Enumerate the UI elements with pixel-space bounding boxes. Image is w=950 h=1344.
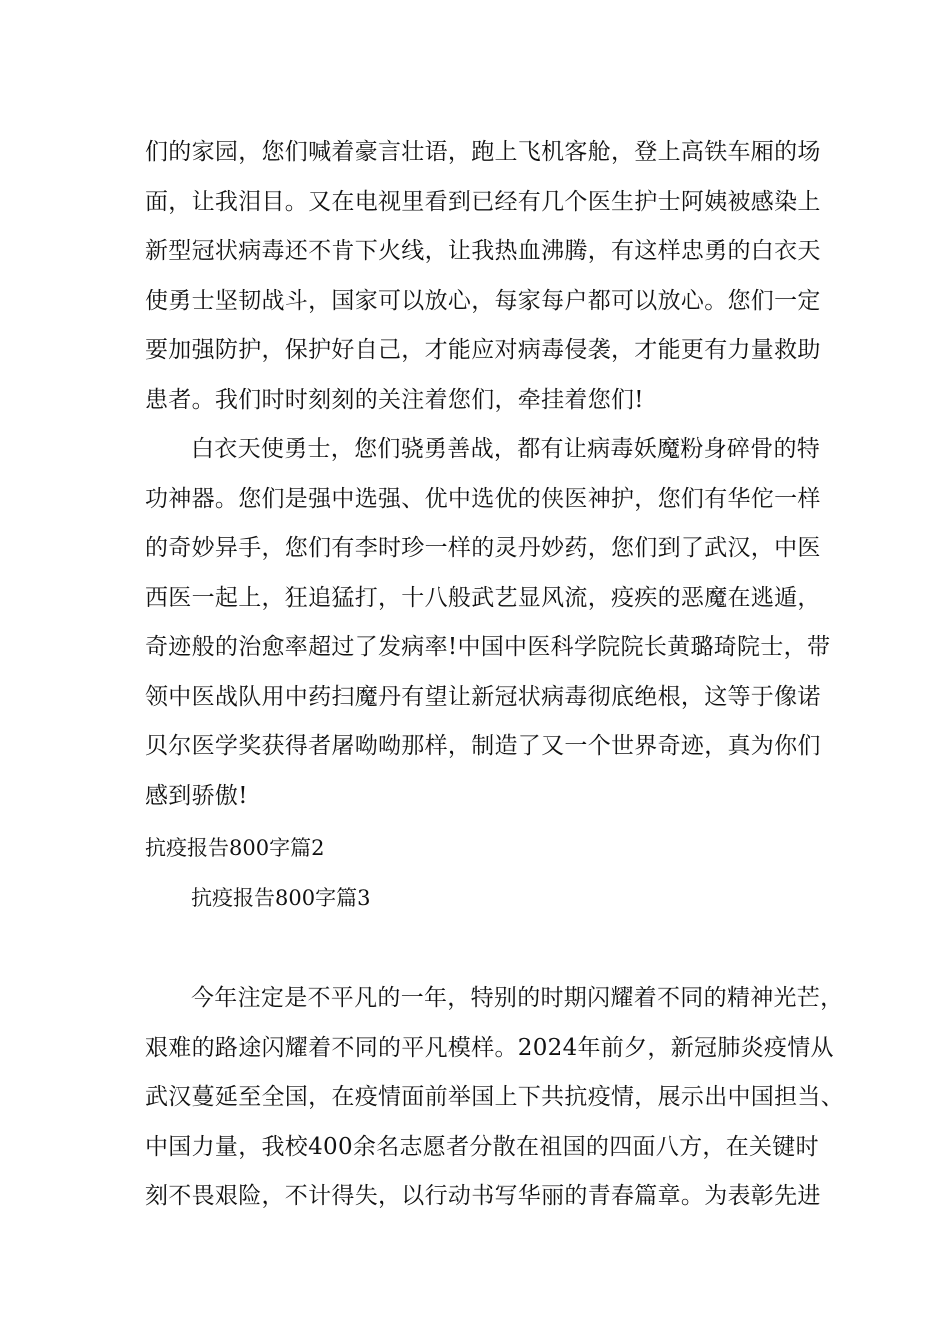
paragraph-line: 的奇妙异手，您们有李时珍一样的灵丹妙药，您们到了武汉，中医 <box>145 535 821 561</box>
paragraph-line: 功神器。您们是强中选强、优中选优的侠医神护，您们有华佗一样 <box>145 485 821 512</box>
paragraph-line: 领中医战队用中药扫魔丹有望让新冠状病毒彻底绝根，这等于像诺 <box>145 683 821 710</box>
paragraph-line: 患者。我们时时刻刻的关注着您们，牵挂着您们! <box>145 386 644 413</box>
paragraph-line: 西医一起上，狂追猛打，十八般武艺显风流，疫疾的恶魔在逃遁， <box>145 584 821 611</box>
paragraph-line: 面，让我泪目。又在电视里看到已经有几个医生护士阿姨被感染上 <box>145 188 821 215</box>
paragraph-line: 新型冠状病毒还不肯下火线，让我热血沸腾，有这样忠勇的白衣天 <box>145 238 821 264</box>
paragraph-line: 艰难的路途闪耀着不同的平凡模样。2024年前夕，新冠肺炎疫情从 <box>145 1034 834 1061</box>
paragraph-line: 要加强防护，保护好自己，才能应对病毒侵袭，才能更有力量救助 <box>145 337 821 363</box>
section-heading-2: 抗疫报告800字篇2 <box>145 836 325 860</box>
paragraph-line: 今年注定是不平凡的一年，特别的时期闪耀着不同的精神光芒， <box>191 985 844 1011</box>
paragraph-line: 们的家园，您们喊着豪言壮语，跑上飞机客舱，登上高铁车厢的场 <box>145 139 821 165</box>
paragraph-line: 中国力量，我校400余名志愿者分散在祖国的四面八方，在关键时 <box>145 1133 819 1160</box>
paragraph-line: 感到骄傲! <box>145 782 248 809</box>
paragraph-line: 白衣天使勇士，您们骁勇善战，都有让病毒妖魔粉身碎骨的特 <box>191 436 821 462</box>
paragraph-line: 贝尔医学奖获得者屠呦呦那样，制造了又一个世界奇迹，真为你们 <box>145 733 821 759</box>
paragraph-3 <box>145 974 845 1222</box>
paragraph-line: 武汉蔓延至全国，在疫情面前举国上下共抗疫情，展示出中国担当、 <box>145 1084 844 1110</box>
paragraph-line: 使勇士坚韧战斗，国家可以放心，每家每户都可以放心。您们一定 <box>145 287 821 314</box>
paragraph-line: 刻不畏艰险，不计得失，以行动书写华丽的青春篇章。为表彰先进 <box>145 1183 821 1209</box>
paragraph-1 <box>145 128 845 425</box>
paragraph-line: 奇迹般的治愈率超过了发病率!中国中医科学院院长黄璐琦院士，带 <box>145 634 831 660</box>
section-heading-3: 抗疫报告800字篇3 <box>191 886 371 910</box>
paragraph-2 <box>145 425 845 821</box>
